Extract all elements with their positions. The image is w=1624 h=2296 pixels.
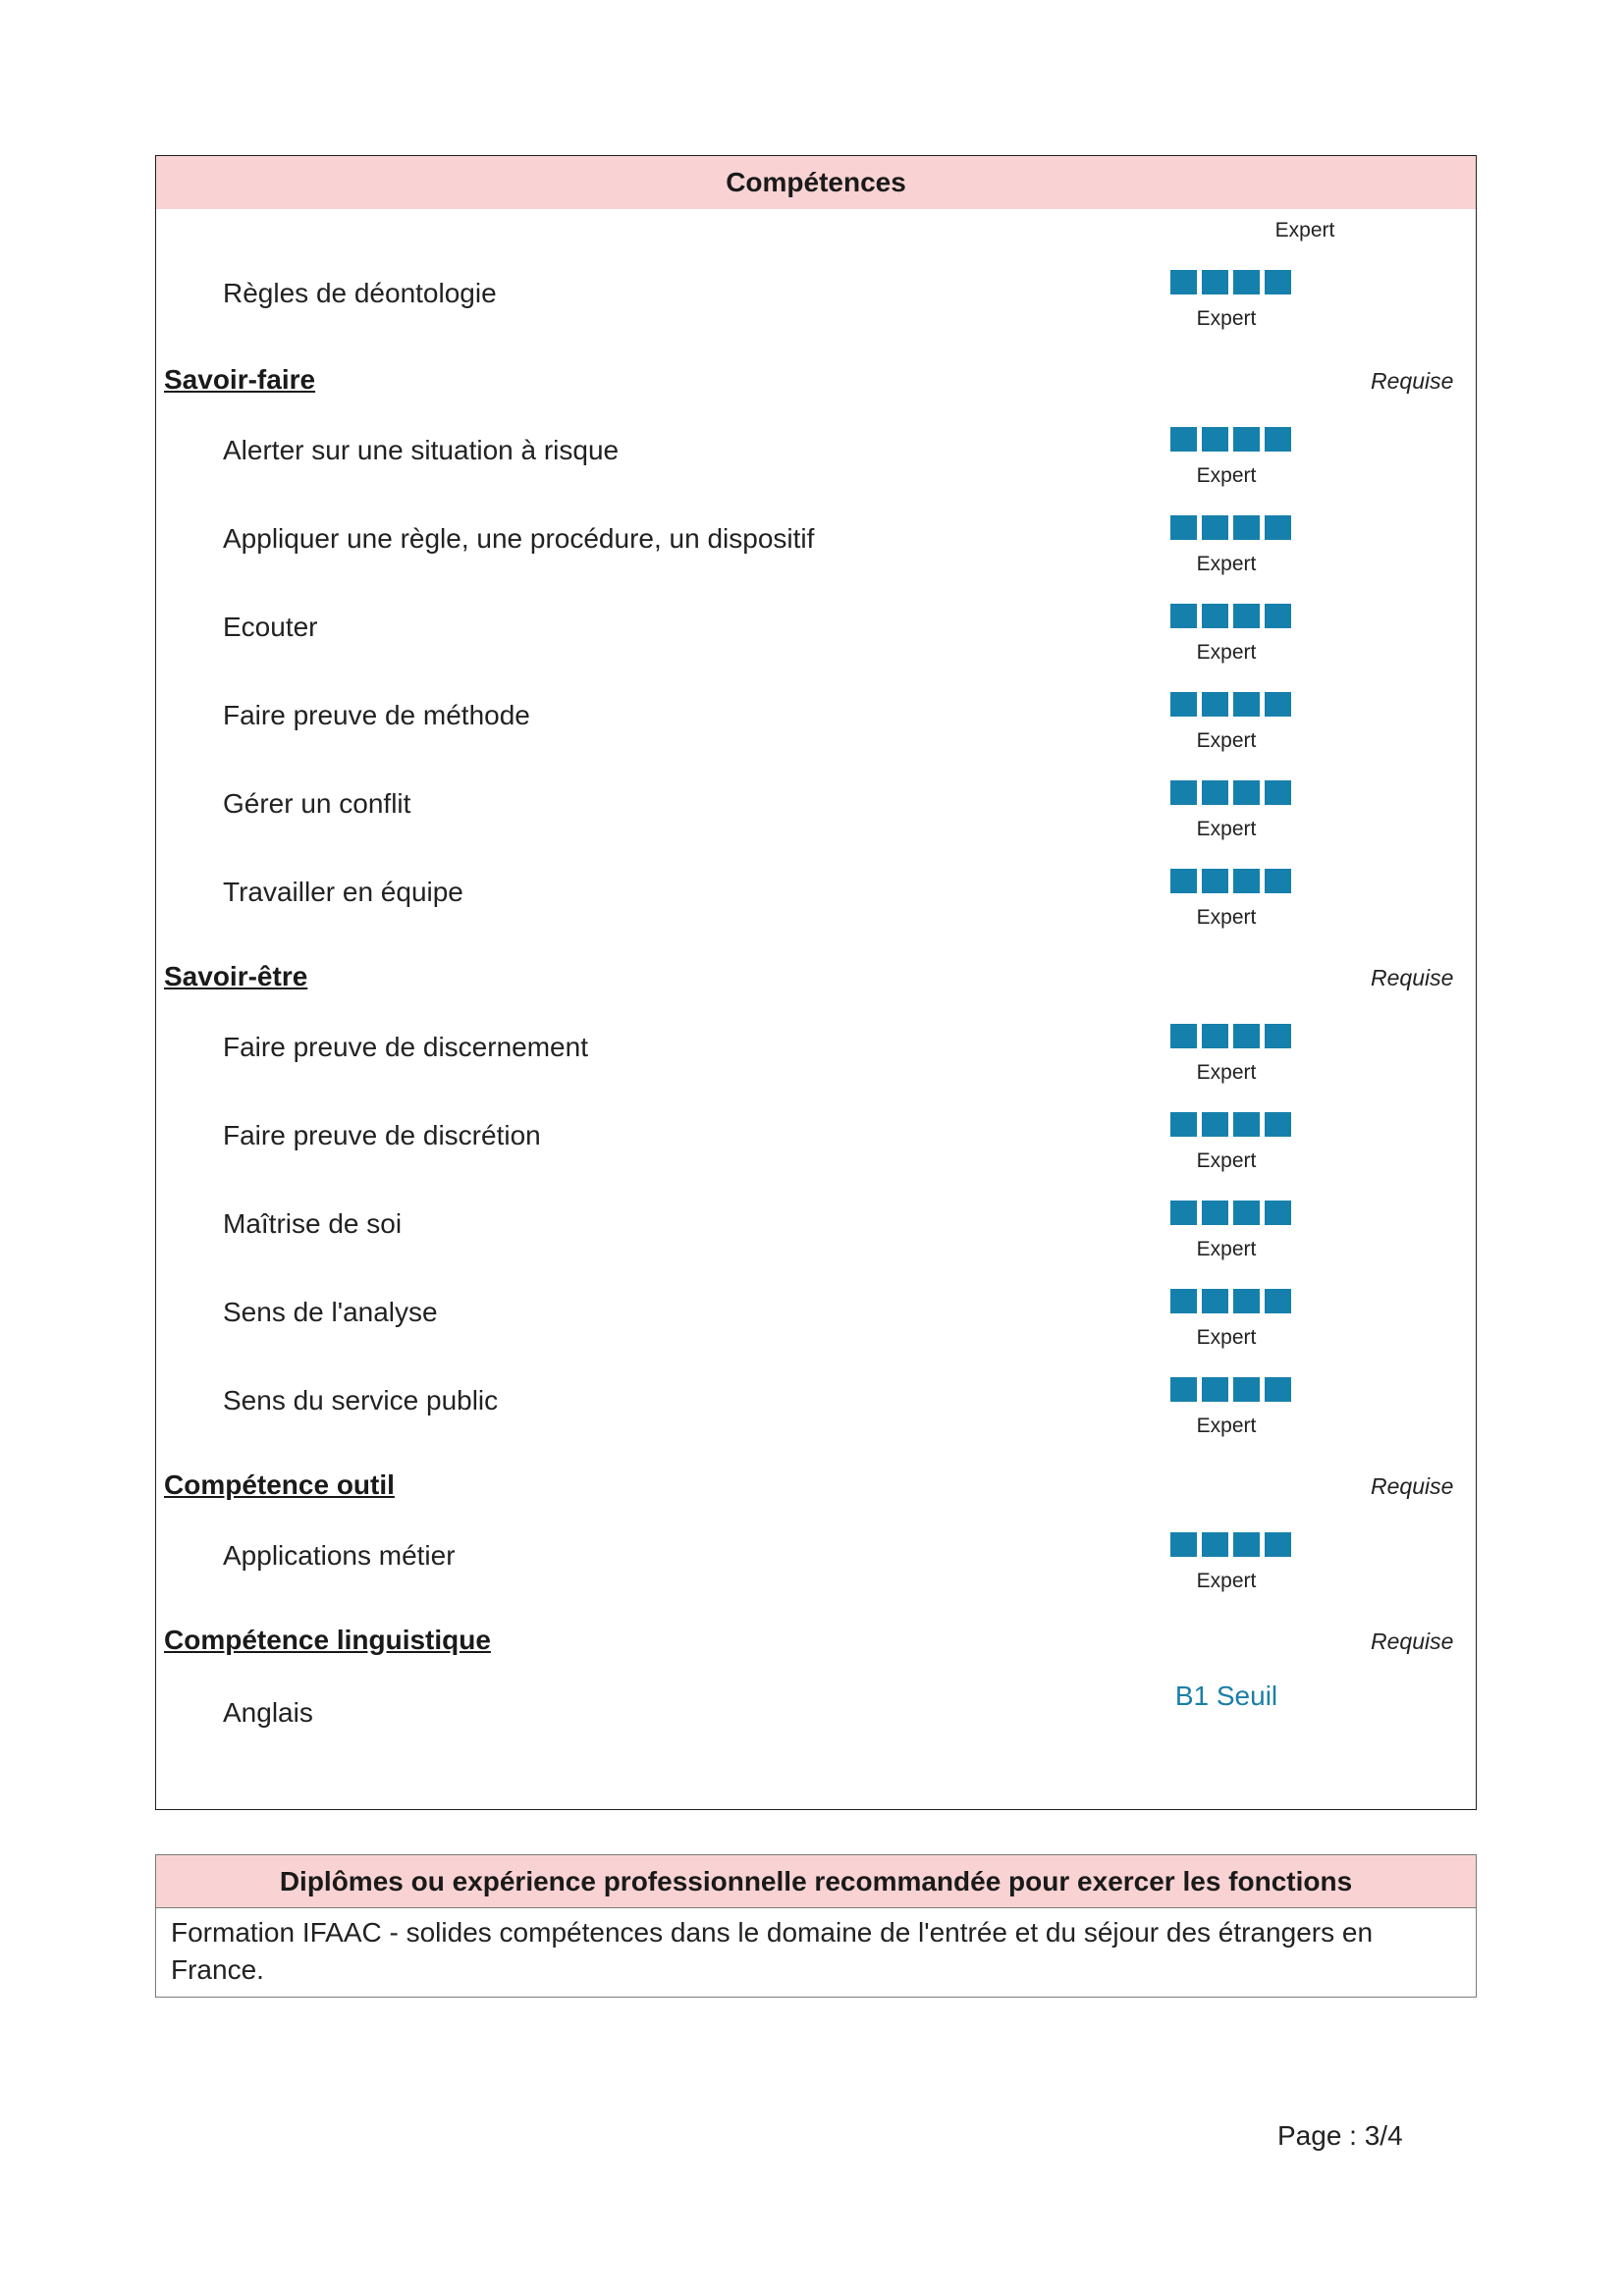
level-squares: [1170, 427, 1291, 452]
level-squares: [1170, 515, 1291, 540]
level-label: Expert: [1196, 1238, 1257, 1260]
diplomes-text: Formation IFAAC - solides compétences dans le domaine de l'entrée et du séjour des étrangers en France.: [171, 1917, 1374, 1985]
item-label: Anglais: [223, 1697, 313, 1728]
level-squares: [1170, 1024, 1291, 1048]
level-label: Expert: [1196, 1326, 1257, 1349]
diplomes-header: Diplômes ou expérience professionnelle recommandée pour exercer les fonctions: [156, 1855, 1476, 1908]
level-label: Expert: [1196, 818, 1257, 840]
level-squares: [1170, 1289, 1291, 1313]
level-squares: [1170, 1377, 1291, 1402]
item-label: Alerter sur une situation à risque: [223, 435, 620, 465]
item-label: Gérer un conflit: [223, 788, 411, 819]
section-title-savoir-etre: Savoir-être: [164, 961, 308, 991]
level-label: Expert: [1196, 1149, 1257, 1172]
level-label: Expert: [1196, 464, 1257, 487]
level-squares: [1170, 1532, 1291, 1557]
level-squares: [1170, 1201, 1291, 1225]
language-level: B1 Seuil: [1174, 1681, 1278, 1711]
section-title-savoir-faire: Savoir-faire: [164, 364, 316, 395]
item-label: Sens du service public: [223, 1385, 499, 1415]
competences-panel: [155, 155, 1477, 1810]
requirement-label: Requise: [1371, 965, 1454, 990]
level-squares: [1170, 780, 1291, 805]
item-label: Faire preuve de discrétion: [223, 1120, 541, 1150]
level-squares: [1170, 692, 1291, 717]
level-label: Expert: [1196, 906, 1257, 929]
level-label: Expert: [1196, 641, 1257, 664]
level-label: Expert: [1196, 1061, 1257, 1084]
requirement-label: Requise: [1371, 368, 1454, 394]
item-label: Maîtrise de soi: [223, 1208, 403, 1239]
page-number: Page : 3/4: [1277, 2120, 1403, 2151]
diplomes-panel: [155, 1854, 1477, 1998]
level-label: Expert: [1196, 307, 1257, 330]
item-label: Ecouter: [223, 612, 318, 642]
requirement-label: Requise: [1371, 1629, 1454, 1654]
item-label: Applications métier: [223, 1540, 456, 1571]
level-squares: [1170, 869, 1291, 893]
level-label: Expert: [1196, 729, 1257, 752]
item-label: Travailler en équipe: [223, 877, 463, 907]
item-label: Faire preuve de méthode: [223, 700, 530, 730]
section-title-competence-outil: Compétence outil: [164, 1469, 395, 1500]
level-label: Expert: [1196, 553, 1257, 575]
item-label: Appliquer une règle, une procédure, un dispositif: [223, 523, 815, 554]
top-level-label: Expert: [1274, 219, 1335, 241]
item-label: Faire preuve de discernement: [223, 1032, 588, 1062]
level-squares: [1170, 1112, 1291, 1137]
level-label: Expert: [1196, 1415, 1257, 1437]
item-label: Règles de déontologie: [223, 278, 497, 308]
item-label: Sens de l'analyse: [223, 1297, 438, 1327]
competences-header: Compétences: [156, 156, 1476, 209]
requirement-label: Requise: [1371, 1473, 1454, 1499]
level-squares: [1170, 604, 1291, 628]
level-label: Expert: [1196, 1570, 1257, 1592]
section-title-competence-linguistique: Compétence linguistique: [164, 1625, 491, 1655]
level-squares: [1170, 270, 1291, 294]
